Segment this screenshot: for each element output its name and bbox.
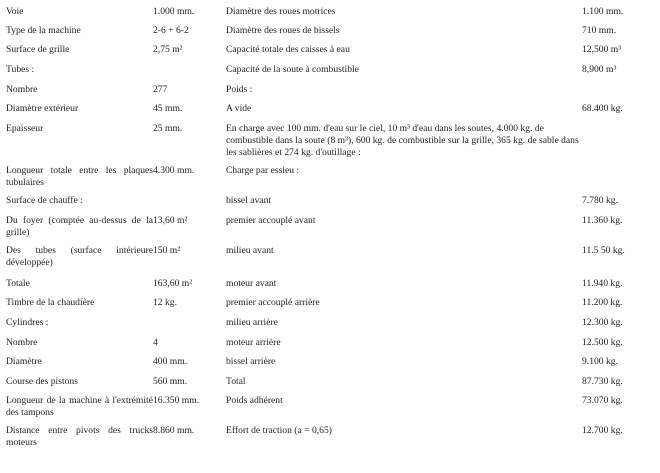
spec-value [153, 189, 226, 209]
spec-right-label: A vide [226, 103, 252, 114]
spec-value: 277 [153, 84, 168, 95]
spec-value: 45 mm. [153, 103, 183, 114]
spec-right-label: Capacité totale des caisses à eau [226, 44, 350, 55]
spec-row [0, 78, 660, 97]
spec-right-label: bissel avant [226, 195, 272, 206]
spec-value: 560 mm. [153, 376, 188, 387]
spec-row [0, 38, 660, 58]
spec-right-value: 7.780 kg. [582, 195, 618, 206]
spec-right-label: Diamètre des roues de bissels [226, 25, 340, 36]
spec-label: Cylindres : [6, 317, 49, 328]
spec-right-label: Charge par essieu : [226, 165, 300, 176]
spec-right-label: bissel arrière [226, 356, 276, 367]
spec-right-label: moteur avant [226, 278, 277, 289]
spec-right-value: 11.940 kg. [582, 278, 623, 289]
spec-right-label: milieu avant [226, 245, 274, 256]
spec-right-value: 8,900 m³ [582, 64, 617, 75]
spec-right-value: 12,500 m³ [582, 44, 622, 55]
spec-row [0, 209, 660, 239]
spec-label: Nombre [6, 84, 38, 95]
spec-right-label: milieu arrière [226, 317, 278, 328]
spec-label: Nombre [6, 337, 38, 348]
spec-right-label: Capacité de la soute à combustible [226, 64, 359, 75]
spec-row [0, 291, 660, 311]
spec-row [0, 19, 660, 38]
spec-value: 150 m² [153, 245, 181, 256]
spec-row [0, 350, 660, 370]
spec-label: Voie [6, 6, 24, 17]
spec-value: 2-6 + 6-2 [153, 25, 189, 36]
spec-row [0, 272, 660, 291]
spec-right-value: 12.500 kg. [582, 337, 623, 348]
spec-right-label: premier accouplé avant [226, 215, 316, 226]
spec-right-value: 73.070 kg. [582, 395, 623, 406]
spec-value: 8.860 mm. [153, 425, 195, 436]
spec-right-value: 12.700 kg. [582, 425, 623, 436]
spec-right-label: Poids adhérent [226, 395, 283, 406]
spec-label: Totale [6, 278, 30, 289]
spec-label: Diamètre extérieur [6, 103, 79, 114]
spec-right-label: Effort de traction (a = 0,65) [226, 425, 332, 436]
spec-row [0, 97, 660, 117]
spec-right-value: 87.730 kg. [582, 376, 623, 387]
spec-right-value: 1.100 mm. [582, 6, 624, 17]
spec-right-value [582, 117, 660, 159]
spec-right-label: moteur arrière [226, 337, 281, 348]
spec-value: 16.350 mm. [153, 395, 200, 406]
spec-row [0, 117, 660, 159]
spec-right-value: 11.200 kg. [582, 297, 623, 308]
spec-row [0, 389, 660, 419]
spec-value: 400 mm. [153, 356, 188, 367]
spec-label: Surface de grille [6, 44, 70, 55]
spec-right-value [582, 78, 660, 97]
spec-value: 1.000 mm. [153, 6, 195, 17]
spec-row [0, 311, 660, 331]
spec-right-value: 9.100 kg. [582, 356, 618, 367]
spec-label: Longueur totale entre les plaques tubulaires [6, 165, 153, 188]
spec-label: Longueur de la machine à l'extrémité des tampons [6, 395, 153, 418]
spec-right-value: 710 mm. [582, 25, 617, 36]
spec-label: Course des pistons [6, 376, 78, 387]
spec-label: Type de la machine [6, 25, 81, 36]
spec-right-value: 68.400 kg. [582, 103, 623, 114]
spec-value: 4 [153, 337, 158, 348]
spec-value: 4.300 mm. [153, 165, 195, 176]
spec-label: Du foyer (comptée au-dessus de la grille) [6, 215, 153, 238]
spec-label: Surface de chauffe : [6, 195, 83, 206]
spec-value: 163,60 m² [153, 278, 193, 289]
spec-right-label: Diamètre des roues motrices [226, 6, 336, 17]
spec-right-label: En charge avec 100 mm. d'eau sur le ciel, 10 m³ d'eau dans les soutes, 4.000 kg. de combustible dans la soute (8 m³), 600 kg. de combustible sur la grille, 365 kg. de sable dans les sablières et 274 kg. d'outillage : [226, 123, 579, 158]
spec-row [0, 159, 660, 189]
spec-right-value: 11.360 kg. [582, 215, 623, 226]
spec-right-label: premier accouplé arrière [226, 297, 320, 308]
spec-label: Timbre de la chaudière [6, 297, 95, 308]
spec-label: Tubes : [6, 64, 35, 75]
spec-value [153, 58, 226, 78]
spec-right-value: 11.5 50 kg. [582, 245, 625, 256]
spec-value: 13,60 m² [153, 215, 188, 226]
spec-right-value [582, 159, 660, 189]
spec-row [0, 239, 660, 272]
spec-label: Diamètre [6, 356, 42, 367]
spec-label: Distance entre pivots des trucks moteurs [6, 425, 153, 448]
spec-value: 25 mm. [153, 123, 183, 134]
spec-value: 2,75 m² [153, 44, 183, 55]
spec-row [0, 0, 660, 19]
spec-label: Des tubes (surface intérieure développée) [6, 245, 153, 268]
spec-value [153, 311, 226, 331]
spec-label: Epaisseur [6, 123, 44, 134]
spec-value: 12 kg. [153, 297, 177, 308]
spec-row [0, 189, 660, 209]
spec-row [0, 58, 660, 78]
spec-row [0, 370, 660, 389]
spec-right-value: 12.300 kg. [582, 317, 623, 328]
spec-row [0, 419, 660, 449]
spec-row [0, 331, 660, 350]
spec-right-label: Poids : [226, 84, 253, 95]
spec-right-label: Total [226, 376, 246, 387]
